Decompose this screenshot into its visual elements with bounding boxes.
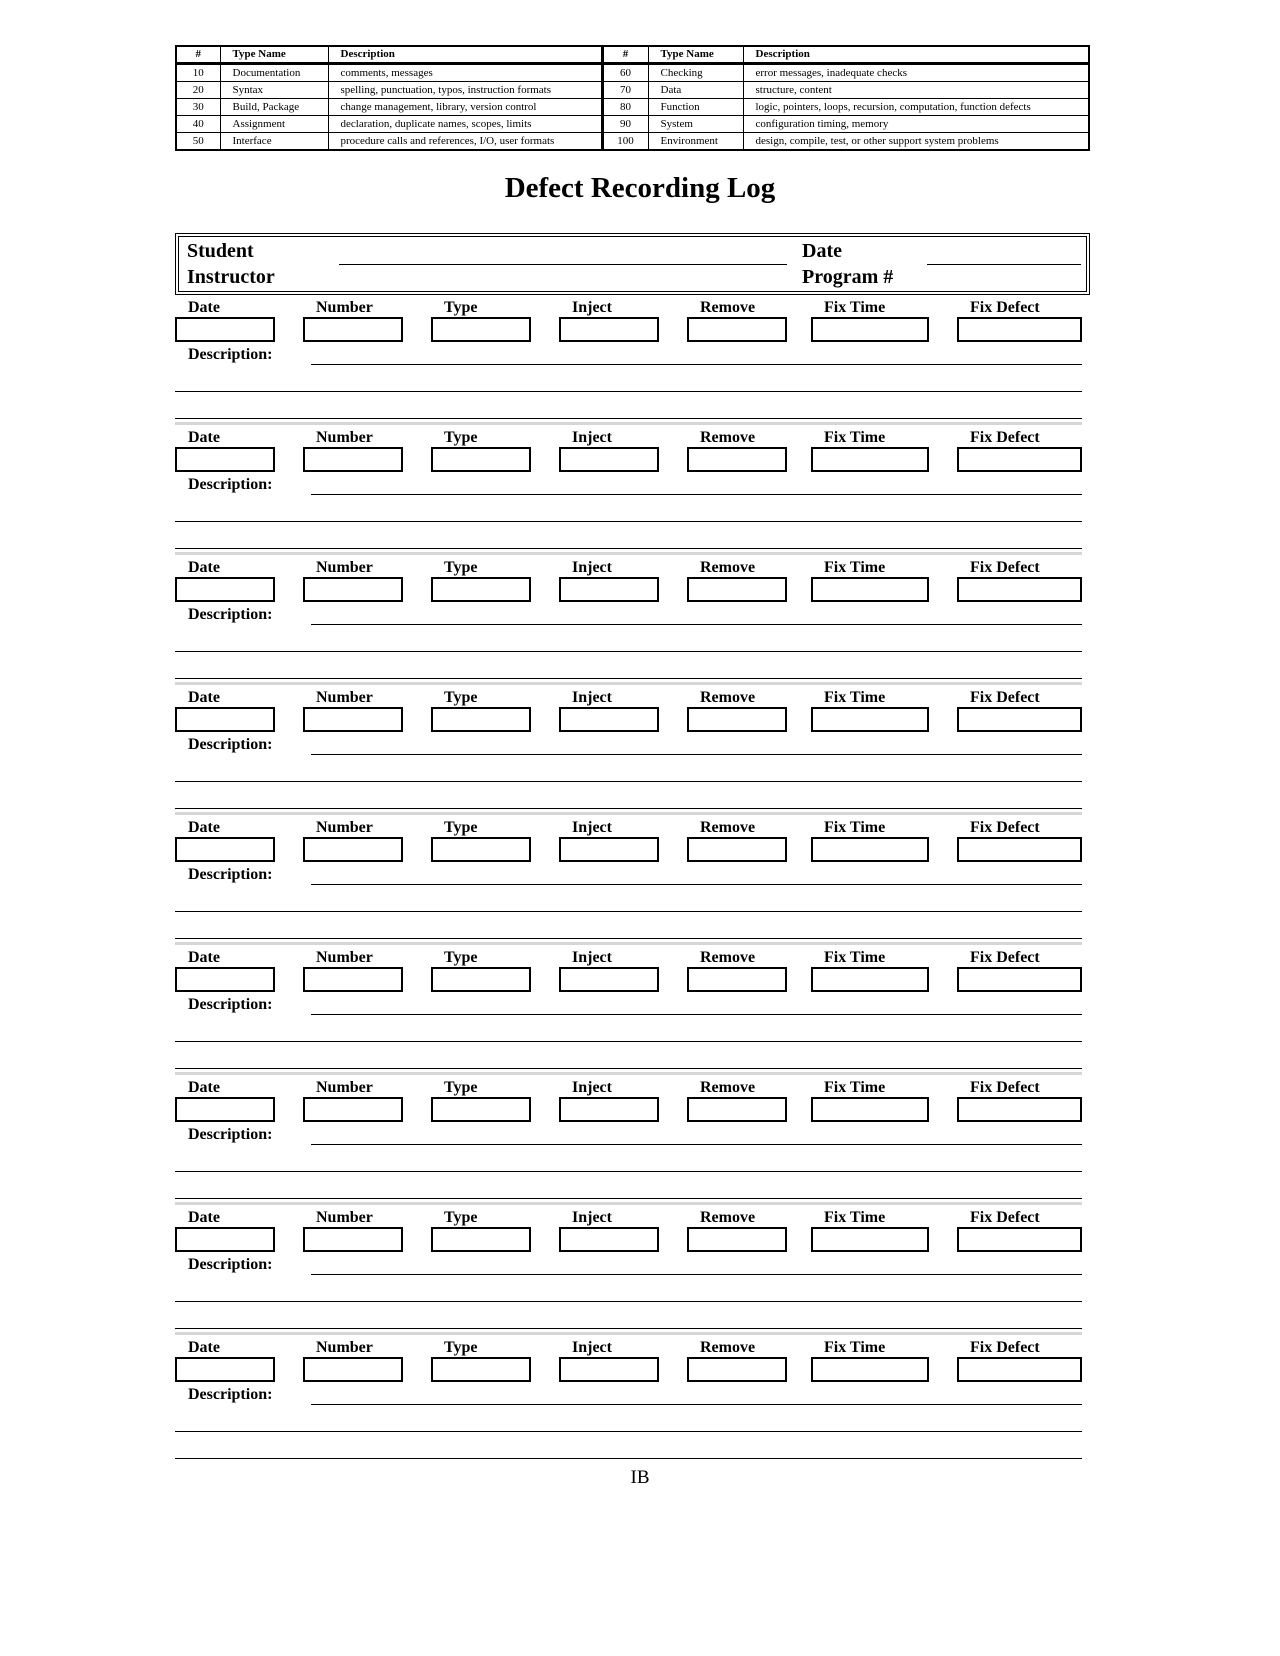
remove-input[interactable]: [687, 577, 787, 602]
fix-time-label: Fix Time: [824, 689, 886, 706]
fix-time-label: Fix Time: [824, 1339, 886, 1356]
fix-time-input[interactable]: [811, 1227, 929, 1252]
inject-input[interactable]: [559, 837, 659, 862]
type-label: Type: [444, 429, 478, 446]
fix-time-label: Fix Time: [824, 1209, 886, 1226]
fix-time-label: Fix Time: [824, 949, 886, 966]
remove-input[interactable]: [687, 1227, 787, 1252]
description-line[interactable]: [175, 911, 1082, 912]
inject-label: Inject: [572, 1339, 612, 1356]
description-line[interactable]: [175, 1171, 1082, 1172]
date-input[interactable]: [175, 317, 275, 342]
description-line[interactable]: [175, 418, 1082, 419]
type-num: 40: [176, 116, 220, 133]
inject-input[interactable]: [559, 317, 659, 342]
number-input[interactable]: [303, 967, 403, 992]
date-label: Date: [188, 1079, 220, 1096]
remove-label: Remove: [700, 1339, 756, 1356]
fix-time-label: Fix Time: [824, 559, 886, 576]
type-input[interactable]: [431, 1227, 531, 1252]
type-label: Type: [444, 1079, 478, 1096]
type-input[interactable]: [431, 1097, 531, 1122]
entry-divider: [175, 422, 1082, 425]
number-label: Number: [316, 559, 373, 576]
remove-label: Remove: [700, 949, 756, 966]
type-name: Data: [648, 82, 743, 99]
remove-input[interactable]: [687, 1357, 787, 1382]
entry-divider: [175, 942, 1082, 945]
remove-label: Remove: [700, 299, 756, 316]
type-num: 70: [602, 82, 648, 99]
description-line[interactable]: [311, 1274, 1082, 1275]
date-label: Date: [188, 1209, 220, 1226]
type-table-row: [176, 133, 1089, 151]
date-input[interactable]: [175, 837, 275, 862]
entry-divider: [175, 552, 1082, 555]
instructor-label: Instructor: [187, 266, 275, 288]
description-label: Description:: [188, 1256, 273, 1273]
fix-time-label: Fix Time: [824, 429, 886, 446]
fix-time-label: Fix Time: [824, 299, 886, 316]
inject-label: Inject: [572, 559, 612, 576]
date-input[interactable]: [175, 447, 275, 472]
description-line[interactable]: [311, 494, 1082, 495]
defect-entry: [0, 949, 1280, 1081]
description-line[interactable]: [175, 651, 1082, 652]
description-line[interactable]: [311, 754, 1082, 755]
type-num: 90: [602, 116, 648, 133]
number-input[interactable]: [303, 1357, 403, 1382]
fix-defect-input[interactable]: [957, 967, 1082, 992]
description-line[interactable]: [311, 1144, 1082, 1145]
number-input[interactable]: [303, 447, 403, 472]
defect-entry: [0, 299, 1280, 431]
description-line[interactable]: [175, 521, 1082, 522]
date-label: Date: [188, 819, 220, 836]
description-line[interactable]: [311, 1014, 1082, 1015]
description-label: Description:: [188, 1386, 273, 1403]
type-name: Environment: [648, 133, 743, 151]
description-line[interactable]: [311, 624, 1082, 625]
type-label: Type: [444, 689, 478, 706]
description-label: Description:: [188, 606, 273, 623]
inject-input[interactable]: [559, 967, 659, 992]
fix-defect-label: Fix Defect: [970, 689, 1040, 706]
description-line[interactable]: [175, 1458, 1082, 1459]
type-name: Build, Package: [220, 99, 328, 116]
remove-input[interactable]: [687, 317, 787, 342]
inject-label: Inject: [572, 819, 612, 836]
description-line[interactable]: [175, 1301, 1082, 1302]
fix-defect-label: Fix Defect: [970, 1339, 1040, 1356]
remove-input[interactable]: [687, 447, 787, 472]
date-input[interactable]: [175, 577, 275, 602]
date-input[interactable]: [175, 1097, 275, 1122]
fix-time-input[interactable]: [811, 1097, 929, 1122]
fix-defect-input[interactable]: [957, 447, 1082, 472]
type-input[interactable]: [431, 837, 531, 862]
number-label: Number: [316, 949, 373, 966]
type-description: structure, content: [743, 82, 1089, 99]
date-label: Date: [188, 689, 220, 706]
fix-time-input[interactable]: [811, 837, 929, 862]
type-label: Type: [444, 1209, 478, 1226]
description-label: Description:: [188, 346, 273, 363]
number-input[interactable]: [303, 837, 403, 862]
number-input[interactable]: [303, 1227, 403, 1252]
description-line[interactable]: [175, 391, 1082, 392]
student-field[interactable]: [339, 264, 787, 265]
type-description: spelling, punctuation, typos, instruction formats: [328, 82, 602, 99]
number-label: Number: [316, 1079, 373, 1096]
type-name: Checking: [648, 64, 743, 82]
fix-defect-label: Fix Defect: [970, 949, 1040, 966]
type-num: 20: [176, 82, 220, 99]
defect-entry: [0, 1079, 1280, 1211]
description-label: Description:: [188, 996, 273, 1013]
remove-label: Remove: [700, 1079, 756, 1096]
fix-defect-label: Fix Defect: [970, 1209, 1040, 1226]
inject-input[interactable]: [559, 707, 659, 732]
fix-time-input[interactable]: [811, 707, 929, 732]
number-input[interactable]: [303, 317, 403, 342]
fix-time-label: Fix Time: [824, 819, 886, 836]
number-label: Number: [316, 429, 373, 446]
defect-entry: [0, 429, 1280, 561]
fix-defect-input[interactable]: [957, 317, 1082, 342]
inject-label: Inject: [572, 689, 612, 706]
type-name: Function: [648, 99, 743, 116]
fix-time-input[interactable]: [811, 447, 929, 472]
fix-defect-label: Fix Defect: [970, 429, 1040, 446]
entry-divider: [175, 1202, 1082, 1205]
remove-input[interactable]: [687, 967, 787, 992]
type-input[interactable]: [431, 447, 531, 472]
defect-entry: [0, 559, 1280, 691]
description-label: Description:: [188, 736, 273, 753]
inject-label: Inject: [572, 1079, 612, 1096]
remove-input[interactable]: [687, 707, 787, 732]
fix-defect-label: Fix Defect: [970, 1079, 1040, 1096]
description-label: Description:: [188, 1126, 273, 1143]
type-label: Type: [444, 949, 478, 966]
entry-divider: [175, 1072, 1082, 1075]
type-label: Type: [444, 559, 478, 576]
defect-entry: [0, 1339, 1280, 1471]
defect-entry: [0, 1209, 1280, 1341]
description-line[interactable]: [175, 1068, 1082, 1069]
type-num: 80: [602, 99, 648, 116]
inject-label: Inject: [572, 949, 612, 966]
type-table-row: [176, 64, 1089, 82]
fix-defect-input[interactable]: [957, 577, 1082, 602]
fix-time-input[interactable]: [811, 967, 929, 992]
type-num: 50: [176, 133, 220, 151]
date-input[interactable]: [175, 1227, 275, 1252]
header-num: #: [602, 46, 648, 64]
footer-mark: IB: [630, 1467, 650, 1488]
description-label: Description:: [188, 476, 273, 493]
inject-input[interactable]: [559, 1357, 659, 1382]
date-label: Date: [188, 949, 220, 966]
description-line[interactable]: [175, 1328, 1082, 1329]
header-description: Description: [743, 46, 1089, 64]
type-description: error messages, inadequate checks: [743, 64, 1089, 82]
number-input[interactable]: [303, 707, 403, 732]
date-label: Date: [188, 429, 220, 446]
fix-defect-input[interactable]: [957, 1227, 1082, 1252]
type-description: comments, messages: [328, 64, 602, 82]
inject-label: Inject: [572, 429, 612, 446]
date-label: Date: [188, 559, 220, 576]
page-title: Defect Recording Log: [504, 172, 776, 204]
defect-entry: [0, 819, 1280, 951]
type-description: design, compile, test, or other support system problems: [743, 133, 1089, 151]
number-input[interactable]: [303, 1097, 403, 1122]
type-table-row: [176, 99, 1089, 116]
type-table-header: [176, 46, 1089, 64]
program-label: Program #: [802, 266, 894, 288]
fix-defect-label: Fix Defect: [970, 299, 1040, 316]
type-table-row: [176, 116, 1089, 133]
inject-label: Inject: [572, 299, 612, 316]
description-line[interactable]: [175, 808, 1082, 809]
date-input[interactable]: [175, 967, 275, 992]
date-label: Date: [188, 1339, 220, 1356]
type-label: Type: [444, 819, 478, 836]
fix-defect-input[interactable]: [957, 1357, 1082, 1382]
number-label: Number: [316, 1339, 373, 1356]
remove-input[interactable]: [687, 837, 787, 862]
remove-label: Remove: [700, 819, 756, 836]
number-label: Number: [316, 819, 373, 836]
description-line[interactable]: [311, 364, 1082, 365]
fix-time-input[interactable]: [811, 1357, 929, 1382]
defect-type-table: [175, 45, 1090, 151]
date-label: Date: [188, 299, 220, 316]
type-input[interactable]: [431, 967, 531, 992]
date-input[interactable]: [175, 1357, 275, 1382]
header-num: #: [176, 46, 220, 64]
type-input[interactable]: [431, 577, 531, 602]
type-name: System: [648, 116, 743, 133]
type-name: Documentation: [220, 64, 328, 82]
fix-defect-input[interactable]: [957, 837, 1082, 862]
description-line[interactable]: [175, 548, 1082, 549]
type-name: Interface: [220, 133, 328, 151]
type-description: declaration, duplicate names, scopes, limits: [328, 116, 602, 133]
type-input[interactable]: [431, 317, 531, 342]
header-type-name: Type Name: [648, 46, 743, 64]
inject-label: Inject: [572, 1209, 612, 1226]
date-label: Date: [802, 240, 842, 262]
remove-label: Remove: [700, 1209, 756, 1226]
remove-label: Remove: [700, 689, 756, 706]
entry-divider: [175, 1332, 1082, 1335]
header-box: [175, 233, 1090, 295]
type-num: 30: [176, 99, 220, 116]
description-line[interactable]: [175, 781, 1082, 782]
remove-label: Remove: [700, 559, 756, 576]
date-input[interactable]: [175, 707, 275, 732]
type-num: 100: [602, 133, 648, 151]
description-label: Description:: [188, 866, 273, 883]
header-description: Description: [328, 46, 602, 64]
fix-defect-input[interactable]: [957, 1097, 1082, 1122]
fix-time-input[interactable]: [811, 577, 929, 602]
inject-input[interactable]: [559, 1227, 659, 1252]
type-input[interactable]: [431, 707, 531, 732]
number-input[interactable]: [303, 577, 403, 602]
number-label: Number: [316, 1209, 373, 1226]
entry-divider: [175, 812, 1082, 815]
fix-defect-label: Fix Defect: [970, 819, 1040, 836]
remove-input[interactable]: [687, 1097, 787, 1122]
fix-defect-label: Fix Defect: [970, 559, 1040, 576]
entry-divider: [175, 682, 1082, 685]
description-line[interactable]: [175, 1431, 1082, 1432]
inject-input[interactable]: [559, 1097, 659, 1122]
date-field[interactable]: [927, 264, 1081, 265]
number-label: Number: [316, 689, 373, 706]
student-label: Student: [187, 240, 254, 262]
type-description: procedure calls and references, I/O, user formats: [328, 133, 602, 151]
fix-time-label: Fix Time: [824, 1079, 886, 1096]
description-line[interactable]: [311, 884, 1082, 885]
header-type-name: Type Name: [220, 46, 328, 64]
description-line[interactable]: [175, 1198, 1082, 1199]
description-line[interactable]: [175, 1041, 1082, 1042]
type-description: change management, library, version control: [328, 99, 602, 116]
type-input[interactable]: [431, 1357, 531, 1382]
fix-time-input[interactable]: [811, 317, 929, 342]
description-line[interactable]: [175, 938, 1082, 939]
type-name: Syntax: [220, 82, 328, 99]
type-num: 10: [176, 64, 220, 82]
type-description: configuration timing, memory: [743, 116, 1089, 133]
remove-label: Remove: [700, 429, 756, 446]
type-table-row: [176, 82, 1089, 99]
fix-defect-input[interactable]: [957, 707, 1082, 732]
type-num: 60: [602, 64, 648, 82]
inject-input[interactable]: [559, 577, 659, 602]
type-description: logic, pointers, loops, recursion, computation, function defects: [743, 99, 1089, 116]
type-label: Type: [444, 299, 478, 316]
type-name: Assignment: [220, 116, 328, 133]
description-line[interactable]: [311, 1404, 1082, 1405]
defect-entry: [0, 689, 1280, 821]
type-label: Type: [444, 1339, 478, 1356]
description-line[interactable]: [175, 678, 1082, 679]
inject-input[interactable]: [559, 447, 659, 472]
number-label: Number: [316, 299, 373, 316]
